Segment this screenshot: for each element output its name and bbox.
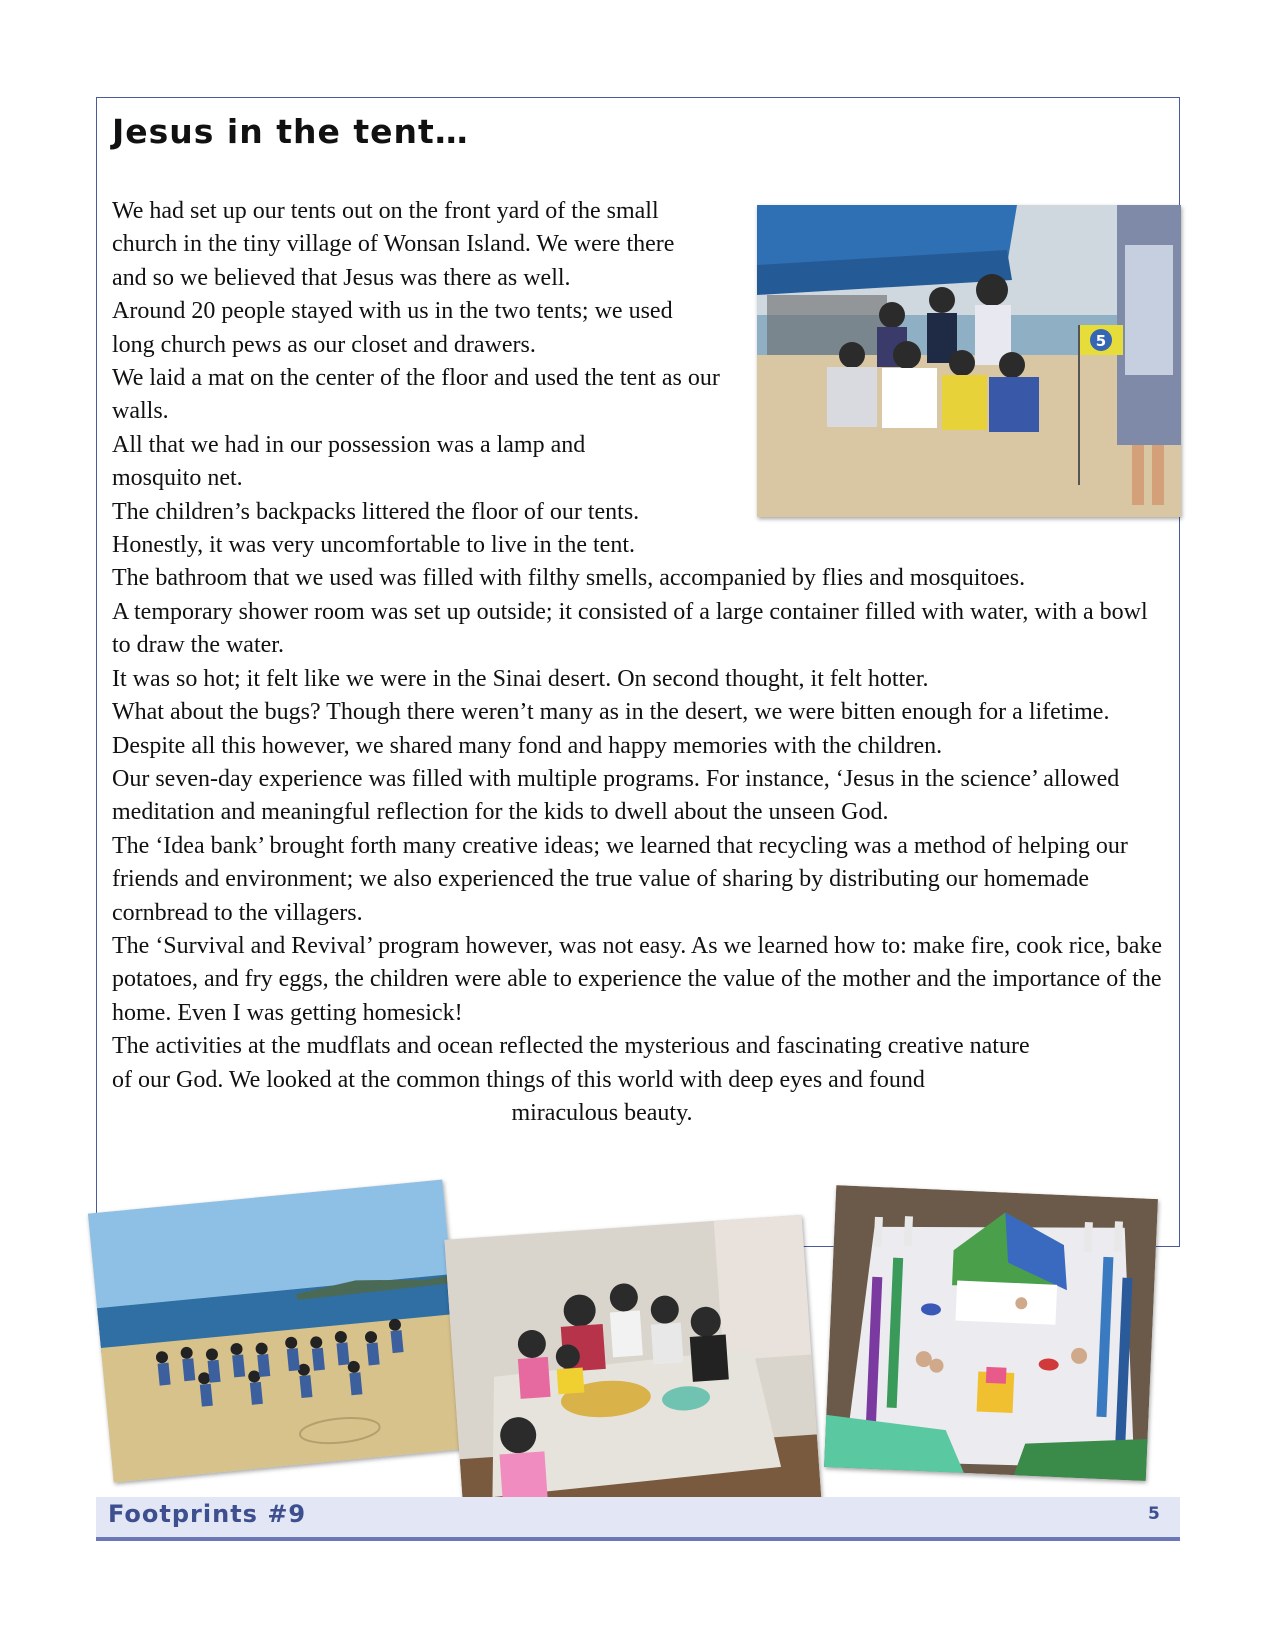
paragraph-4: All that we had in our possession was a lamp and mosquito net. [112,431,586,492]
paragraph-5: The children’s backpacks littered the floor of our tents. [112,498,640,525]
paragraph-6: Honestly, it was very uncomfortable to live in the tent. [112,532,635,559]
photo-beach-activity [88,1180,468,1483]
paragraph-7: The bathroom that we used was filled with filthy smells, accompanied by flies and mosquitoes. [112,565,1026,592]
footer-rule [96,1537,1180,1541]
photo-craft-model [824,1185,1158,1481]
paragraph-3: We laid a mat on the center of the floor and used the tent as our walls. [112,365,720,425]
closing-line: miraculous beauty. [511,1099,693,1126]
paragraph-1: We had set up our tents out on the front yard of the small church in the tiny village of Wonsan Island. We were there and so we believed that Jesus was there as well. [112,198,675,291]
paragraph-13: The ‘Idea bank’ brought forth many creative ideas; we learned that recycling was a method of helping our friends and environment; we also experienced the true value of sharing by distributing our homemade cornbread to the villagers. [112,832,1128,926]
paragraph-15: The activities at the mudflats and ocean reflected the mysterious and fascinating creative nature of our God. We looked at the common things of this world with deep eyes and found [112,1033,1030,1093]
paragraph-14: The ‘Survival and Revival’ program however, was not easy. As we learned how to: make fire, cook rice, bake potatoes, and fry eggs, the children were able to experience the value of the mother and the importance of the home. Even I was getting homesick! [112,932,1163,1026]
photo-beach-group [757,205,1181,517]
paragraph-2: Around 20 people stayed with us in the two tents; we used long church pews as our closet and drawers. [112,298,673,358]
paragraph-11: Despite all this however, we shared many fond and happy memories with the children. [112,732,943,759]
page-number: 5 [1148,1504,1160,1524]
photo-cooking-activity [444,1215,821,1527]
paragraph-8: A temporary shower room was set up outside; it consisted of a large container filled with water, with a bowl to draw the water. [112,598,1148,659]
article-title: Jesus in the tent… [112,112,469,151]
paragraph-10: What about the bugs? Though there weren’t many as in the desert, we were bitten enough for a lifetime. [112,699,1110,726]
publication-name: Footprints #9 [108,1500,307,1528]
flag-number: 5 [1095,332,1107,350]
paragraph-12: Our seven-day experience was filled with multiple programs. For instance, ‘Jesus in the science’ allowed meditation and meaningful reflection for the kids to dwell about the unseen God. [112,765,1120,826]
paragraph-9: It was so hot; it felt like we were in the Sinai desert. On second thought, it felt hotter. [112,665,929,692]
